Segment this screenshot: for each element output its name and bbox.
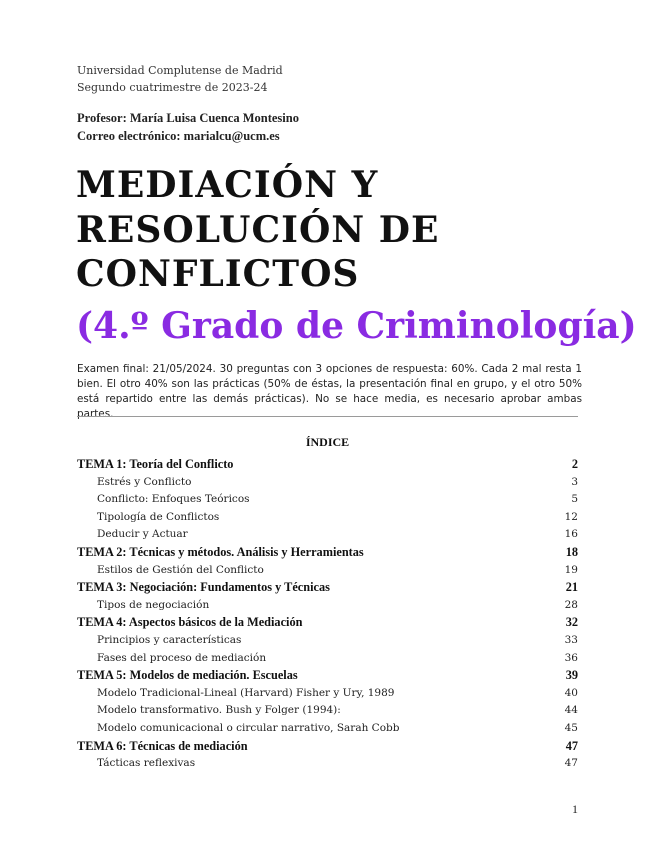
institution-block [77,62,283,96]
table-of-contents [77,456,578,773]
toc-entry-page: 39 [565,668,578,683]
toc-entry-label: Tipos de negociación [97,598,210,611]
toc-section-entry[interactable] [77,491,578,509]
toc-chapter-entry[interactable] [77,614,578,632]
divider-line [77,416,578,417]
toc-entry-page: 47 [564,757,578,770]
toc-section-entry[interactable] [77,755,578,773]
toc-entry-page: 36 [564,651,578,664]
toc-entry-page: 19 [564,563,578,576]
toc-section-entry[interactable] [77,650,578,668]
toc-entry-page: 18 [565,544,578,559]
toc-chapter-entry[interactable] [77,544,578,562]
title-line-1: MEDIACIÓN Y [76,164,379,206]
toc-entry-page: 32 [565,615,578,630]
toc-section-entry[interactable] [77,474,578,492]
title-line-3: CONFLICTOS [76,253,360,295]
toc-chapter-entry[interactable] [77,667,578,685]
toc-entry-page: 5 [571,493,578,506]
toc-entry-label: TEMA 2: Técnicas y métodos. Análisis y Herramientas [77,544,364,559]
toc-entry-label: TEMA 4: Aspectos básicos de la Mediación [77,615,303,630]
toc-chapter-entry[interactable] [77,456,578,474]
page-number: 1 [572,802,578,816]
toc-chapter-entry[interactable] [77,579,578,597]
toc-entry-label: Modelo Tradicional-Lineal (Harvard) Fisher y Ury, 1989 [97,686,395,699]
professor-name: Profesor: María Luisa Cuenca Montesino [77,111,299,125]
document-title [76,163,439,297]
toc-section-entry[interactable] [77,720,578,738]
contact-block [77,109,299,145]
toc-entry-page: 44 [564,704,578,717]
toc-entry-label: TEMA 5: Modelos de mediación. Escuelas [77,668,298,683]
toc-entry-page: 40 [564,686,578,699]
toc-entry-page: 47 [565,738,578,753]
toc-entry-page: 28 [564,598,578,611]
toc-section-entry[interactable] [77,526,578,544]
toc-entry-label: Estrés y Conflicto [97,475,192,488]
toc-entry-label: Conflicto: Enfoques Teóricos [97,493,250,506]
toc-section-entry[interactable] [77,702,578,720]
toc-entry-label: TEMA 1: Teoría del Conflicto [77,457,234,471]
toc-entry-label: Modelo comunicacional o circular narrativo, Sarah Cobb [97,721,400,734]
toc-section-entry[interactable] [77,597,578,615]
toc-entry-label: TEMA 3: Negociación: Fundamentos y Técnicas [77,580,330,595]
toc-entry-label: TEMA 6: Técnicas de mediación [77,738,248,753]
toc-chapter-entry[interactable] [77,738,578,756]
toc-entry-page: 21 [565,580,578,595]
toc-section-entry[interactable] [77,562,578,580]
professor-email: Correo electrónico: marialcu@ucm.es [77,129,280,143]
toc-entry-label: Estilos de Gestión del Conflicto [97,563,264,576]
semester-text: Segundo cuatrimestre de 2023-24 [77,81,268,94]
exam-info-paragraph: Examen final: 21/05/2024. 30 preguntas con 3 opciones de respuesta: 60%. Cada 2 mal resta 1 bien. El otro 40% son las prácticas (50% de éstas, la presentación final en grupo, y el otro 50% está repartido entre las demás prácticas). No se hace media, es necesario aprobar ambas partes. [77,363,582,420]
toc-entry-page: 33 [564,633,578,646]
toc-entry-label: Tipología de Conflictos [97,510,220,523]
toc-entry-label: Modelo transformativo. Bush y Folger (1994): [97,704,341,717]
toc-entry-page: 3 [571,475,578,488]
toc-entry-label: Principios y características [97,633,242,646]
toc-section-entry[interactable] [77,632,578,650]
toc-entry-page: 16 [564,528,578,541]
university-name: Universidad Complutense de Madrid [77,64,283,77]
toc-section-entry[interactable] [77,509,578,527]
toc-entry-label: Tácticas reflexivas [97,757,196,770]
toc-entry-page: 2 [571,457,578,471]
toc-section-entry[interactable] [77,685,578,703]
index-heading: ÍNDICE [305,435,350,449]
document-subtitle: (4.º Grado de Criminología) [76,305,637,347]
toc-entry-label: Deducir y Actuar [97,528,188,541]
title-line-2: RESOLUCIÓN DE [76,208,440,251]
toc-entry-page: 45 [564,721,578,734]
toc-entry-label: Fases del proceso de mediación [97,651,267,664]
toc-entry-page: 12 [564,510,578,523]
